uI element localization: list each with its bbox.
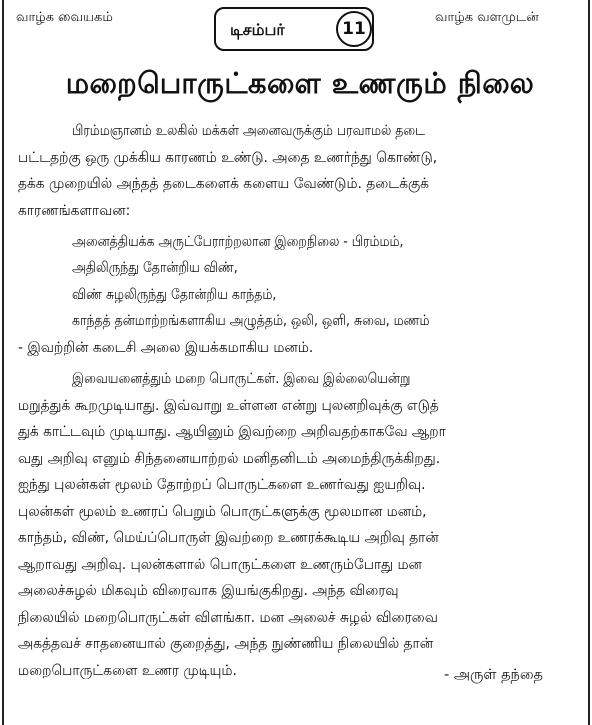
text-line: பட்டதற்கு ஒரு முக்கிய காரணம் உண்டு. அதை உணர்ந்து கொண்டு, <box>18 150 438 166</box>
text-line: காரணங்களாவன: <box>18 203 131 219</box>
page-title: மறைபொருட்களை உணரும் நிலை <box>65 66 535 100</box>
text-line: பிரம்மஞானம் உலகில் மக்கள் அனைவருக்கும் பரவாமல் தடை <box>72 123 426 139</box>
text-line: காந்தம், விண், மெய்ப்பொருள் இவற்றை உணரக்கூடிய அறிவு தான் <box>18 530 439 546</box>
text-line: தக்க முறையில் அந்தத் தடைகளைக் களைய வேண்டும். தடைக்குக் <box>18 176 429 192</box>
text-line: அதிலிருந்து தோன்றிய விண், <box>72 260 238 276</box>
text-line: இவையனைத்தும் மறை பொருட்கள். இவை இல்லையென்று <box>72 371 411 387</box>
text-line: வது அறிவு எனும் சிந்தனையாற்றல் மனிதனிடம் அமைந்திருக்கிறது. <box>18 451 441 467</box>
date-day-circle: 11 <box>336 11 372 47</box>
right-border-line <box>588 0 590 725</box>
text-line: ஆறாவது அறிவு. புலன்களால் பொருட்களை உணரும்போது மன <box>18 557 422 573</box>
text-line: மறுத்துக் கூறமுடியாது. இவ்வாறு உள்ளன என்று புலனறிவுக்கு எடுத் <box>18 398 439 414</box>
text-line: மறைபொருட்களை உணர முடியும். <box>18 663 237 679</box>
date-month: டிசம்பர் <box>230 20 285 39</box>
text-line: புலன்கள் மூலம் உணரப் பெறும் பொருட்களுக்கு மூலமான மனம், <box>18 504 427 520</box>
text-line: ஐந்து புலன்கள் மூலம் தோற்றப் பொருட்களை உணர்வது ஐயறிவு. <box>18 477 426 493</box>
text-line: விண் சுழலிருந்து தோன்றிய காந்தம், <box>72 287 277 303</box>
text-line: காந்தத் தன்மாற்றங்களாகிய அழுத்தம், ஒலி, ஒளி, சுவை, மணம் <box>72 313 430 329</box>
text-line: அனைத்தியக்க அருட்பேராற்றலான இறைநிலை - பிரம்மம், <box>72 234 404 250</box>
text-line: அகத்தவச் சாதனையால் குறைத்து, அந்த நுண்ணிய நிலையில் தான் <box>18 636 434 652</box>
date-box <box>214 7 374 51</box>
left-border-line <box>2 0 4 725</box>
header-right-text: வாழ்க வளமுடன் <box>435 10 539 25</box>
text-line: - இவற்றின் கடைசி அலை இயக்கமாகிய மனம். <box>18 340 314 356</box>
text-line: நிலையில் மறைபொருட்கள் விளங்கா. மன அலைச் சுழல் விரைவை <box>18 610 438 626</box>
author-signature: - அருள் தந்தை <box>444 667 544 683</box>
text-line: துக் காட்டவும் முடியாது. ஆயினும் இவற்றை அறிவதற்காகவே ஆறா <box>18 424 446 440</box>
text-line: அலைச்சுழல் மிகவும் விரைவாக இயங்குகிறது. அந்த விரைவு <box>18 583 399 599</box>
header-left-text: வாழ்க வையகம் <box>16 10 113 25</box>
